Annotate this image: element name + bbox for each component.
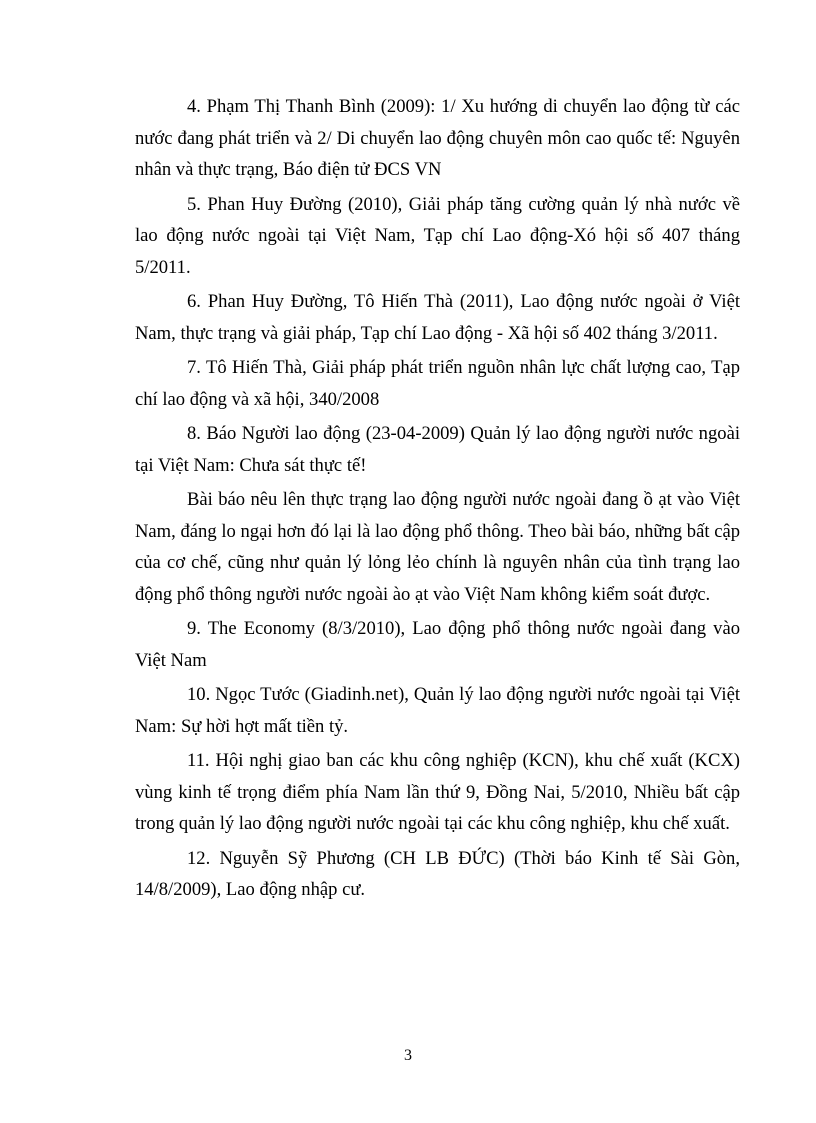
reference-item-11: 11. Hội nghị giao ban các khu công nghiệp (KCN), khu chế xuất (KCX) vùng kinh tế trọng điểm phía Nam lần thứ 9, Đồng Nai, 5/2010, Nhiều bất cập trong quản lý lao động người nước ngoài tại các khu công nghiệp, khu chế xuất. [135,750,740,834]
reference-item-10: 10. Ngọc Tước (Giadinh.net), Quản lý lao động người nước ngoài tại Việt Nam: Sự hời hợt mất tiền tỷ. [135,684,740,737]
reference-item-8-summary: Bài báo nêu lên thực trạng lao động người nước ngoài đang ồ ạt vào Việt Nam, đáng lo ngại hơn đó lại là lao động phổ thông. Theo bài báo, những bất cập của cơ chế, cũng như quản lý lỏng lẻo chính là nguyên nhân của tình trạng lao động phổ thông người nước ngoài ào ạt vào Việt Nam không kiểm soát được. [135,489,740,605]
reference-item-5: 5. Phan Huy Đường (2010), Giải pháp tăng cường quản lý nhà nước về lao động nước ngoài tại Việt Nam, Tạp chí Lao động-Xó hội số 407 tháng 5/2011. [135,193,740,278]
reference-item-12: 12. Nguyễn Sỹ Phương (CH LB ĐỨC) (Thời báo Kinh tế Sài Gòn, 14/8/2009), Lao động nhập cư. [135,847,740,900]
reference-item-8: 8. Báo Người lao động (23-04-2009) Quản lý lao động người nước ngoài tại Việt Nam: Chưa sát thực tế! [135,423,740,476]
page-number: 3 [404,1047,412,1064]
reference-item-9: 9. The Economy (8/3/2010), Lao động phổ thông nước ngoài đang vào Việt Nam [135,618,740,671]
reference-item-4: 4. Phạm Thị Thanh Bình (2009): 1/ Xu hướng di chuyển lao động từ các nước đang phát triển và 2/ Di chuyển lao động chuyên môn cao quốc tế: Nguyên nhân và thực trạng, Báo điện tử ĐCS VN [135,96,740,180]
reference-list [135,91,740,909]
reference-item-6: 6. Phan Huy Đường, Tô Hiến Thà (2011), Lao động nước ngoài ở Việt Nam, thực trạng và giải pháp, Tạp chí Lao động - Xã hội số 402 tháng 3/2011. [135,291,740,344]
reference-item-7: 7. Tô Hiến Thà, Giải pháp phát triển nguồn nhân lực chất lượng cao, Tạp chí lao động và xã hội, 340/2008 [135,357,740,410]
